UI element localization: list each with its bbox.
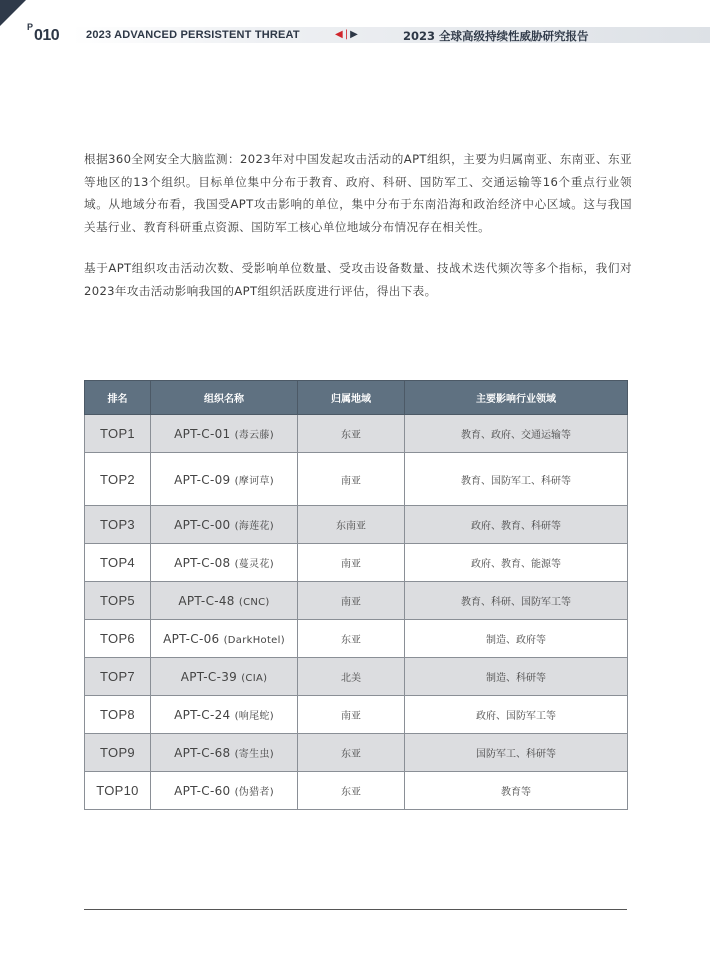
rank-cell: TOP8 xyxy=(85,696,151,734)
industry-cell: 制造、政府等 xyxy=(405,620,628,658)
org-code: APT-C-39 xyxy=(180,669,238,684)
org-code: APT-C-60 xyxy=(174,784,231,798)
org-code: APT-C-09 xyxy=(174,472,231,487)
org-code: APT-C-48 xyxy=(178,593,235,608)
org-alias: (海莲花) xyxy=(234,521,274,532)
region-cell: 南亚 xyxy=(298,544,405,582)
table-row xyxy=(85,658,628,696)
industry-cell: 教育、科研、国防军工等 xyxy=(405,582,628,620)
table-row xyxy=(85,772,628,810)
rank-cell: TOP4 xyxy=(85,544,151,582)
table-row xyxy=(85,544,628,582)
table-row xyxy=(85,734,628,772)
org-code: APT-C-01 xyxy=(174,427,231,441)
prev-page-icon[interactable]: ◀ xyxy=(335,29,343,40)
table-row xyxy=(85,620,628,658)
table-row xyxy=(85,506,628,544)
column-header-org-name: 组织名称 xyxy=(151,381,298,415)
org-code: APT-C-08 xyxy=(174,556,231,570)
column-header-rank: 排名 xyxy=(85,381,151,415)
table-header-row xyxy=(85,381,628,415)
region-cell: 东亚 xyxy=(298,772,405,810)
next-page-icon[interactable]: ▶ xyxy=(350,29,358,40)
org-cell xyxy=(151,620,298,658)
org-cell xyxy=(151,772,298,810)
region-cell: 东亚 xyxy=(298,734,405,772)
body-paragraph-1: 根据360全网安全大脑监测：2023年对中国发起攻击活动的APT组织，主要为归属南亚、东南亚、东亚等地区的13个组织。目标单位集中分布于教育、政府、科研、国防军工、交通运输等16个重点行业领域。从地域分布看，我国受APT攻击影响的单位，集中分布于东南沿海和政治经济中心区域。这与我国关基行业、教育科研重点资源、国防军工核心单位地域分布情况存在相关性。 xyxy=(84,152,632,234)
org-cell xyxy=(151,582,298,620)
region-cell: 南亚 xyxy=(298,696,405,734)
rank-cell: TOP2 xyxy=(85,453,151,506)
region-cell: 南亚 xyxy=(298,453,405,506)
industry-cell: 政府、教育、科研等 xyxy=(405,506,628,544)
table-row xyxy=(85,696,628,734)
rank-cell: TOP10 xyxy=(85,772,151,810)
report-title-cn: 2023 全球高级持续性威胁研究报告 xyxy=(403,29,589,43)
footer-divider xyxy=(84,909,627,910)
table-row xyxy=(85,582,628,620)
org-alias: (毒云藤) xyxy=(234,430,274,441)
region-cell: 东南亚 xyxy=(298,506,405,544)
org-cell xyxy=(151,415,298,453)
industry-cell: 教育、政府、交通运输等 xyxy=(405,415,628,453)
industry-cell: 国防军工、科研等 xyxy=(405,734,628,772)
industry-cell: 政府、教育、能源等 xyxy=(405,544,628,582)
org-cell xyxy=(151,453,298,506)
industry-cell: 教育等 xyxy=(405,772,628,810)
nav-separator: | xyxy=(344,29,349,40)
table-row xyxy=(85,415,628,453)
org-code: APT-C-68 xyxy=(174,746,231,760)
org-alias: (CNC) xyxy=(238,596,270,608)
org-cell xyxy=(151,696,298,734)
org-code: APT-C-24 xyxy=(174,708,231,722)
body-paragraph-2: 基于APT组织攻击活动次数、受影响单位数量、受攻击设备数量、技战术迭代频次等多个指标，我们对2023年攻击活动影响我国的APT组织活跃度进行评估，得出下表。 xyxy=(84,261,632,298)
rank-cell: TOP5 xyxy=(85,582,151,620)
org-alias: (摩诃草) xyxy=(234,475,274,487)
industry-cell: 政府、国防军工等 xyxy=(405,696,628,734)
report-title-en: 2023 ADVANCED PERSISTENT THREAT xyxy=(86,29,300,41)
org-alias: (蔓灵花) xyxy=(234,559,274,570)
apt-ranking-table xyxy=(84,380,628,810)
industry-cell: 教育、国防军工、科研等 xyxy=(405,453,628,506)
rank-cell: TOP9 xyxy=(85,734,151,772)
corner-triangle-decoration xyxy=(0,0,26,26)
region-cell: 北美 xyxy=(298,658,405,696)
page-navigation xyxy=(335,29,358,40)
region-cell: 南亚 xyxy=(298,582,405,620)
region-cell: 东亚 xyxy=(298,620,405,658)
org-cell xyxy=(151,658,298,696)
rank-cell: TOP3 xyxy=(85,506,151,544)
column-header-industry: 主要影响行业领域 xyxy=(405,381,628,415)
org-alias: (DarkHotel) xyxy=(223,634,285,646)
table-row xyxy=(85,453,628,506)
org-alias: (伪猎者) xyxy=(234,787,274,798)
org-alias: (CIA) xyxy=(241,672,268,684)
region-cell: 东亚 xyxy=(298,415,405,453)
org-code: APT-C-00 xyxy=(174,518,231,532)
industry-cell: 制造、科研等 xyxy=(405,658,628,696)
rank-cell: TOP1 xyxy=(85,415,151,453)
org-cell xyxy=(151,506,298,544)
org-cell xyxy=(151,734,298,772)
rank-cell: TOP7 xyxy=(85,658,151,696)
page-number-value: 010 xyxy=(34,27,60,44)
org-code: APT-C-06 xyxy=(163,631,220,646)
page-number-prefix: P xyxy=(27,22,34,32)
org-alias: (寄生虫) xyxy=(234,749,274,760)
column-header-region: 归属地域 xyxy=(298,381,405,415)
org-cell xyxy=(151,544,298,582)
org-alias: (响尾蛇) xyxy=(234,711,274,722)
rank-cell: TOP6 xyxy=(85,620,151,658)
